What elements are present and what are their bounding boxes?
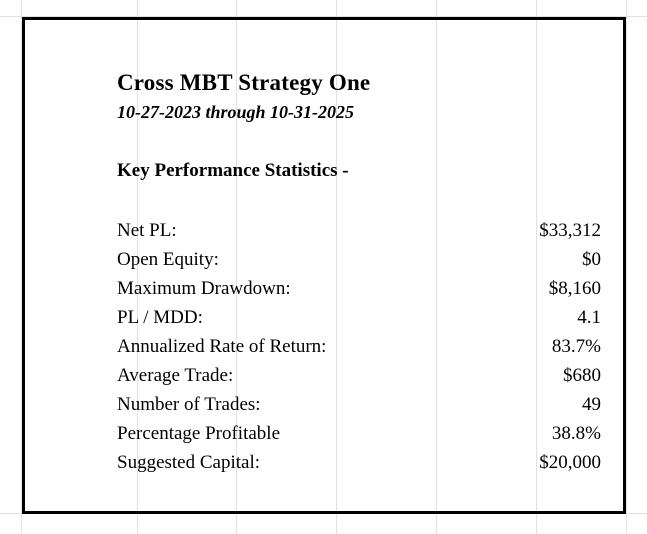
stat-label: Annualized Rate of Return: [117, 335, 327, 357]
table-row [117, 245, 601, 274]
stat-value: 49 [582, 393, 601, 415]
stat-label: Net PL: [117, 219, 177, 241]
table-row [117, 303, 601, 332]
stat-label: PL / MDD: [117, 306, 203, 328]
stat-label: Maximum Drawdown: [117, 277, 291, 299]
table-row [117, 419, 601, 448]
report-content [117, 70, 603, 501]
table-row [117, 332, 601, 361]
key-performance-statistics-table [117, 216, 601, 477]
table-row [117, 361, 601, 390]
stat-label: Open Equity: [117, 248, 219, 270]
stat-label: Suggested Capital: [117, 451, 261, 473]
table-row [117, 448, 601, 477]
table-row [117, 216, 601, 245]
stat-value: $8,160 [548, 277, 601, 299]
report-date-range: 10-27-2023 through 10-31-2025 [117, 102, 355, 123]
stat-label: Percentage Profitable [117, 422, 281, 444]
stat-value: $20,000 [539, 451, 601, 473]
report-title: Cross MBT Strategy One [117, 70, 371, 95]
stat-value: 38.8% [551, 422, 601, 444]
stat-label: Average Trade: [117, 364, 234, 386]
stat-value: $0 [582, 248, 601, 270]
table-row [117, 274, 601, 303]
stat-label: Number of Trades: [117, 393, 261, 415]
stat-value: 4.1 [577, 306, 601, 328]
gridline-vertical [626, 0, 627, 534]
stat-value: 83.7% [551, 335, 601, 357]
table-row [117, 390, 601, 419]
report-border-box [22, 17, 626, 514]
section-heading-key-performance-statistics: Key Performance Statistics - [117, 160, 349, 182]
stat-value: $33,312 [539, 219, 601, 241]
stat-value: $680 [563, 364, 601, 386]
